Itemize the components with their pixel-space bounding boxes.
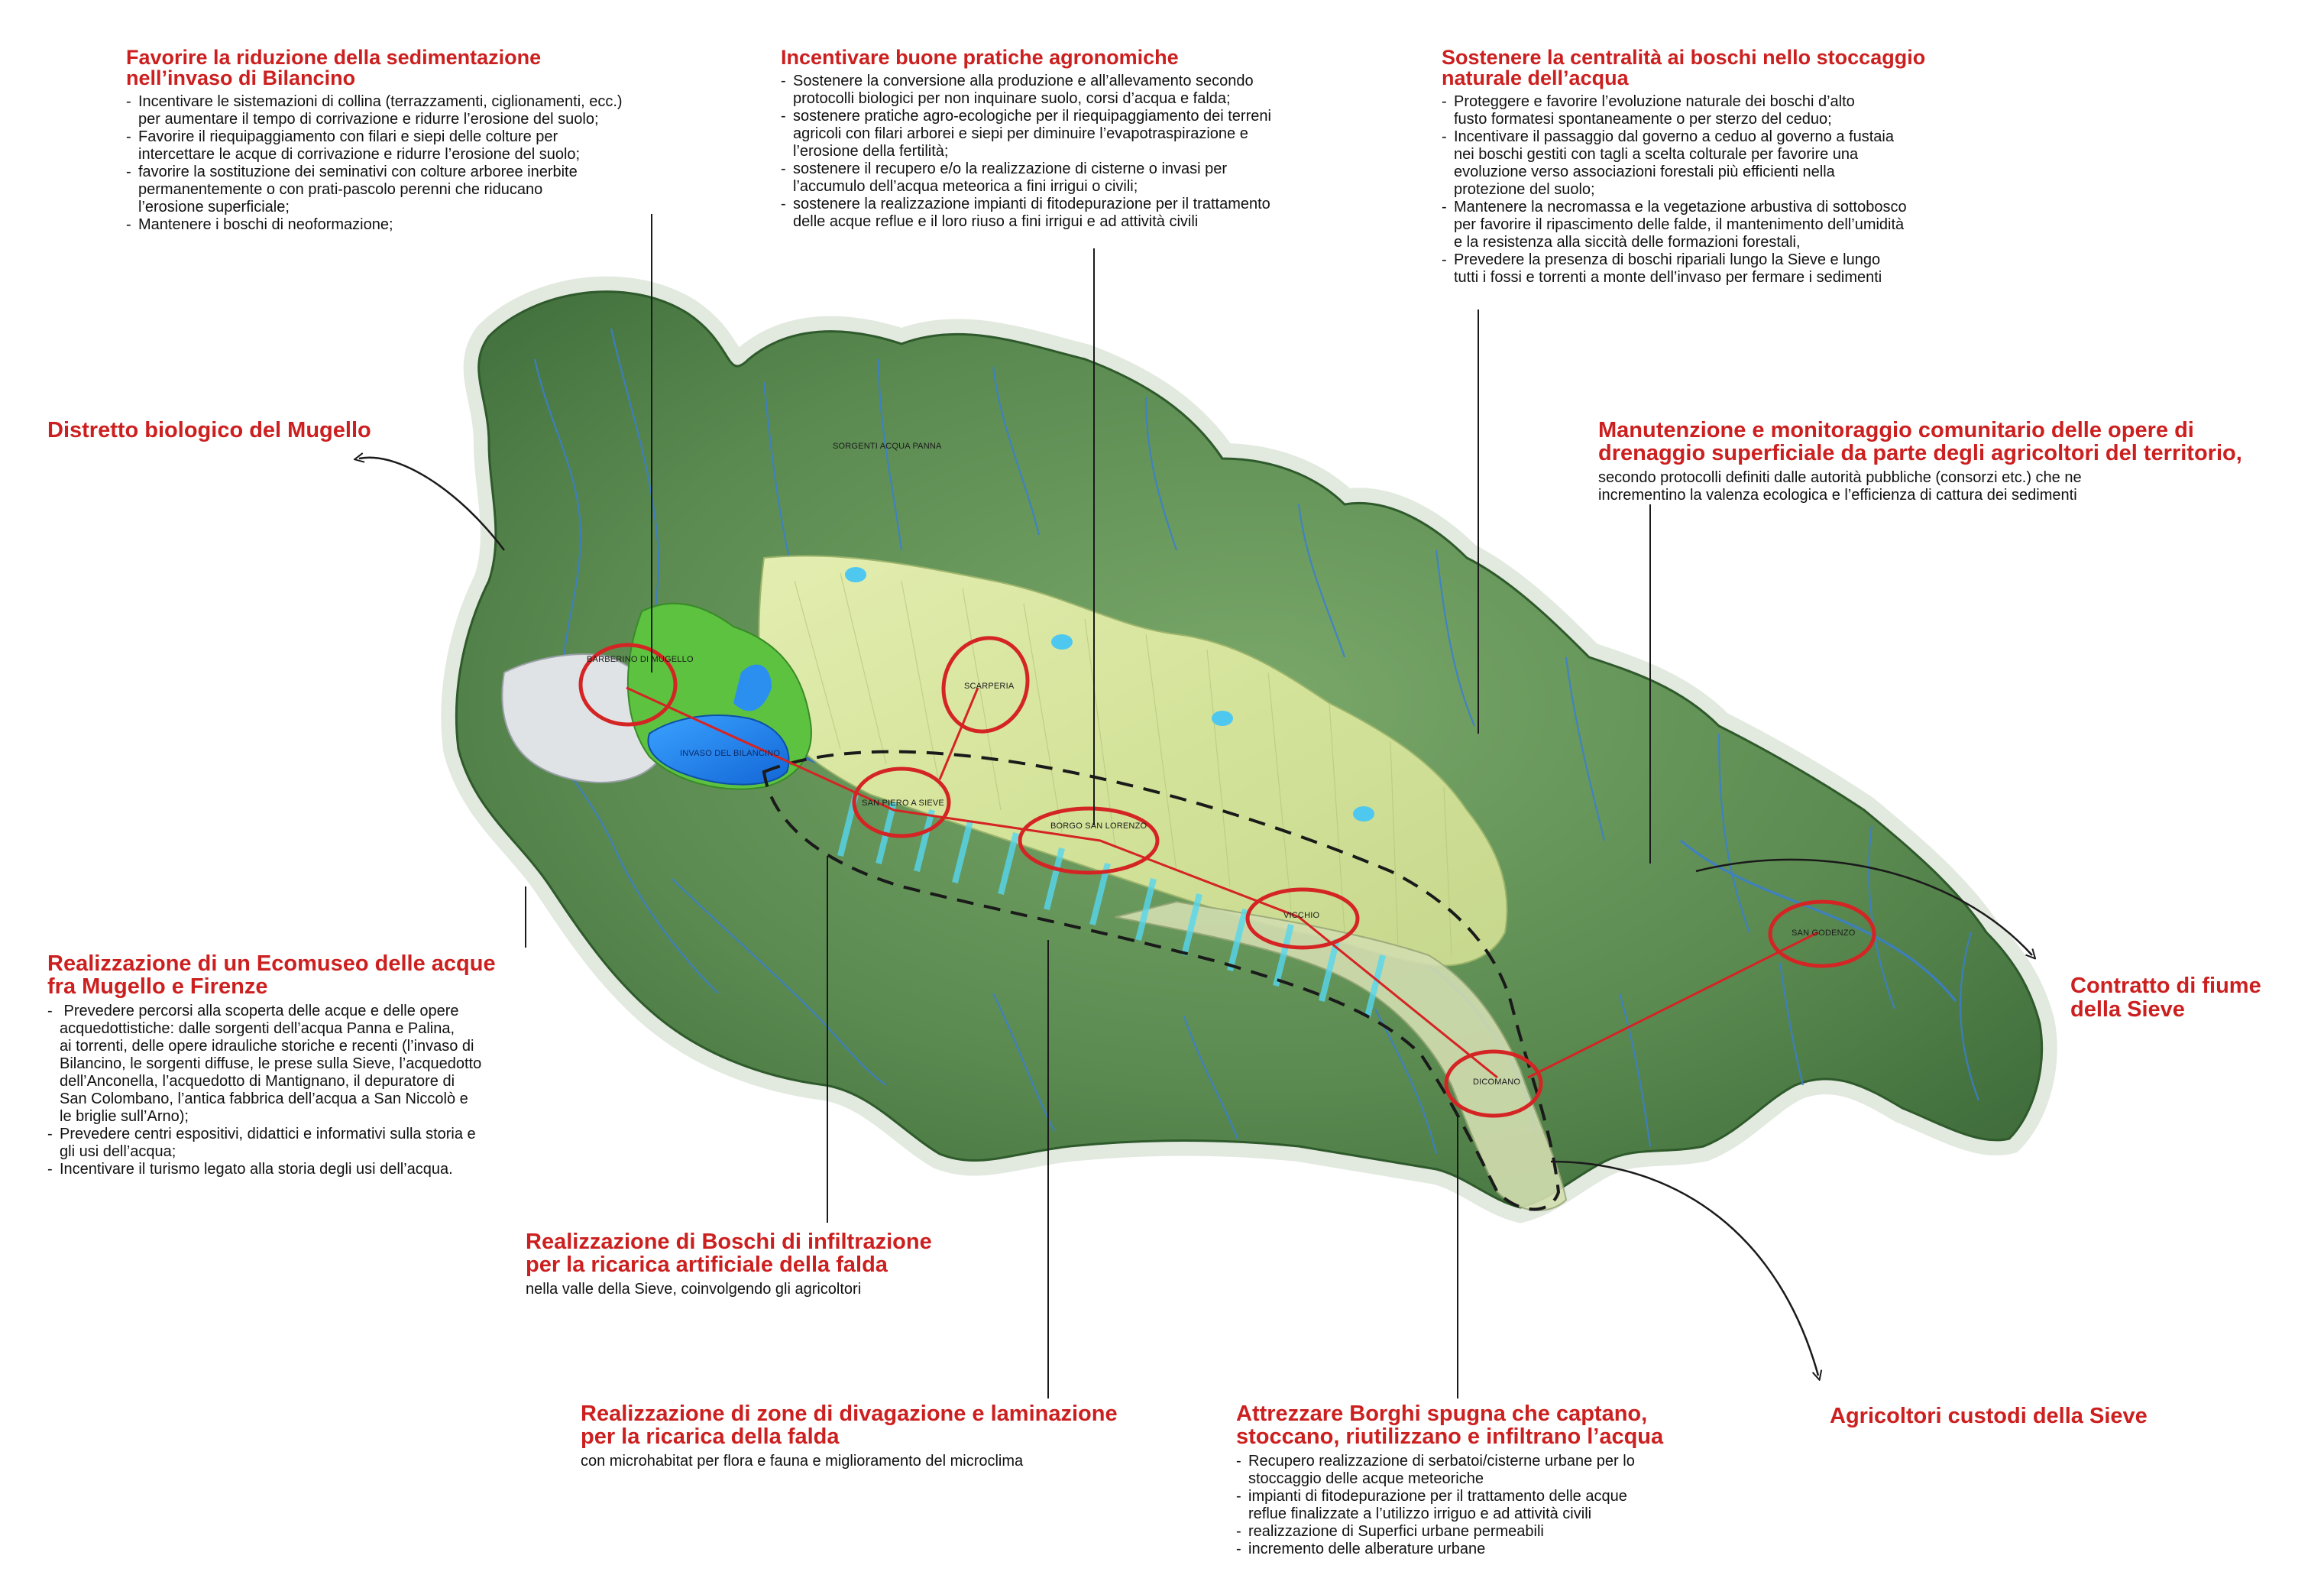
list-agronomiche [781, 73, 1430, 231]
list-item: - incremento delle alberature urbane [1236, 1541, 1817, 1558]
title-manutenzione: Manutenzione e monitoraggio comunitario delle opere di drenaggio superficiale da parte degli agricoltori del territorio, [1598, 418, 2242, 465]
title-custodi: Agricoltori custodi della Sieve [1830, 1404, 2148, 1428]
list-item: - Incentivare il passaggio dal governo a ceduo al governo a fustaia nei boschi gestiti con tagli a scelta colturale per favorire una evoluzione verso associazioni forestali più efficienti nella protezione del suolo; [1442, 128, 2114, 199]
list-item: - Prevedere la presenza di boschi ripariali lungo la Sieve e lungo tutti i fossi e torrenti a monte dell’invaso per fermare i sedimenti [1442, 251, 2114, 287]
list-item: - Prevedere percorsi alla scoperta delle acque e delle opere acquedottistiche: dalle sorgenti dell’acqua Panna e Palina, ai torrenti, delle opere idrauliche storiche e recenti (l’invaso di Bilancino, le sorgenti diffuse, le prese sulla Sieve, l’acquedotto dell’Anconella, l’acquedotto di Mantignano, il depuratore di San Colombano, l’antica fabbrica dell’acqua a San Niccolò e le briglie sull’Arno); [47, 1003, 628, 1126]
list-item: - Mantenere la necromassa e la vegetazione arbustiva di sottobosco per favorire il ripascimento delle falde, il mantenimento dell’umidità e la resistenza alla siccità delle formazioni forestali, [1442, 199, 2114, 251]
title-ecomuseo: Realizzazione di un Ecomuseo delle acque fra Mugello e Firenze [47, 951, 496, 999]
block-manutenzione [1598, 419, 2316, 504]
title-infiltrazione: Realizzazione di Boschi di infiltrazione per la ricarica artificiale della falda [526, 1230, 932, 1277]
block-boschi [1442, 47, 2114, 287]
list-item: - Incentivare le sistemazioni di collina (terrazzamenti, ciglionamenti, ecc.) per aumentare il tempo di corrivazione e ridurre l’erosione del suolo; [126, 93, 760, 128]
list-item: - Incentivare il turismo legato alla storia degli usi dell’acqua. [47, 1161, 628, 1178]
list-item: - sostenere pratiche agro-ecologiche per il riequipaggiamento dei terreni agricoli con filari arborei e siepi per diminuire l’evapotraspirazione e l’erosione della fertilità; [781, 108, 1430, 160]
label-borgo: BORGO SAN LORENZO [1050, 822, 1147, 831]
list-ecomuseo [47, 1003, 628, 1178]
title-distretto: Distretto biologico del Mugello [47, 418, 371, 442]
list-item: - sostenere la realizzazione impianti di fitodepurazione per il trattamento delle acque reflue e il loro riuso a fini irrigui e ad attività civili [781, 196, 1430, 231]
list-item: - Prevedere centri espositivi, didattici e informativi sulla storia e gli usi dell’acqua; [47, 1126, 628, 1161]
block-sedimentazione [126, 47, 760, 234]
label-san-piero: SAN PIERO A SIEVE [862, 799, 944, 808]
label-dicomano: DICOMANO [1473, 1078, 1521, 1087]
list-item: - Proteggere e favorire l’evoluzione naturale dei boschi d’alto fusto formatesi spontaneamente o per sterzo del ceduo; [1442, 93, 2114, 128]
list-item: - realizzazione di Superfici urbane permeabili [1236, 1523, 1817, 1541]
list-item: - Favorire il riequipaggiamento con filari e siepi delle colture per intercettare le acque di corrivazione e ridurre l’erosione del suolo; [126, 128, 760, 164]
list-borghi [1236, 1453, 1817, 1558]
list-boschi [1442, 93, 2114, 287]
label-sorgenti: SORGENTI ACQUA PANNA [833, 442, 942, 451]
block-ecomuseo [47, 952, 628, 1178]
title-borghi: Attrezzare Borghi spugna che captano, stoccano, riutilizzano e infiltrano l’acqua [1236, 1402, 1664, 1449]
list-item: - sostenere il recupero e/o la realizzazione di cisterne o invasi per l’accumulo dell’acqua meteorica a fini irrigui o civili; [781, 160, 1430, 196]
list-item: - favorire la sostituzione dei seminativi con colture arboree inerbite permanentemente o con prati-pascolo perenni che riducano l’erosione superficiale; [126, 164, 760, 216]
block-agronomiche [781, 47, 1430, 231]
list-item: - Mantenere i boschi di neoformazione; [126, 216, 760, 234]
block-borghi [1236, 1402, 1817, 1558]
list-sedimentazione [126, 93, 760, 234]
title-boschi: Sostenere la centralità ai boschi nello stoccaggio naturale dell’acqua [1442, 46, 1926, 89]
block-divagazione [581, 1402, 1238, 1470]
block-infiltrazione [526, 1230, 1076, 1298]
list-item: - Recupero realizzazione di serbatoi/cisterne urbane per lo stoccaggio delle acque meteoriche [1236, 1453, 1817, 1488]
desc-divagazione: con microhabitat per flora e fauna e miglioramento del microclima [581, 1453, 1024, 1470]
title-divagazione: Realizzazione di zone di divagazione e laminazione per la ricarica della falda [581, 1402, 1118, 1449]
desc-infiltrazione: nella valle della Sieve, coinvolgendo gli agricoltori [526, 1281, 862, 1298]
desc-manutenzione: secondo protocolli definiti dalle autorità pubbliche (consorzi etc.) che ne incrementino la valenza ecologica e l’efficienza di cattura dei sedimenti [1598, 469, 2082, 504]
label-invaso: INVASO DEL BILANCINO [680, 749, 781, 758]
label-vicchio: VICCHIO [1283, 911, 1320, 920]
title-sedimentazione: Favorire la riduzione della sedimentazione nell’invaso di Bilancino [126, 46, 542, 89]
title-agronomiche: Incentivare buone pratiche agronomiche [781, 46, 1179, 69]
list-item: - Sostenere la conversione alla produzione e all’allevamento secondo protocolli biologici per non inquinare suolo, corsi d’acqua e falda; [781, 73, 1430, 108]
label-san-godenzo: SAN GODENZO [1792, 928, 1856, 938]
title-contratto: Contratto di fiume della Sieve [2070, 974, 2261, 1022]
label-scarperia: SCARPERIA [964, 682, 1015, 691]
list-item: - impianti di fitodepurazione per il trattamento delle acque reflue finalizzate a l’utilizzo irriguo e ad attività civili [1236, 1488, 1817, 1523]
label-barberino: BARBERINO DI MUGELLO [587, 655, 694, 664]
